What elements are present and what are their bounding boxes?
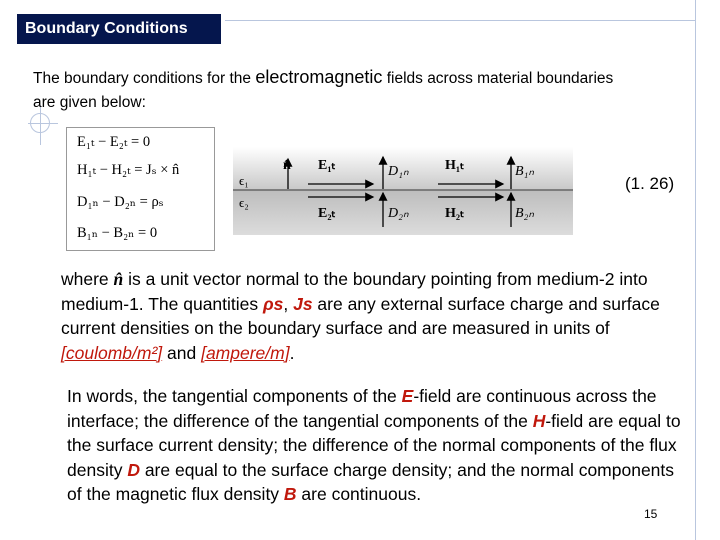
unit-ampere: [ampere/m] <box>201 342 290 363</box>
equation-1: E₁ₜ − E₂ₜ = 0 <box>77 134 151 150</box>
unit-coulomb: [coulomb/m²] <box>61 342 163 363</box>
e-field-symbol: E <box>401 386 414 406</box>
boundary-diagram <box>233 147 573 235</box>
p1-end: . <box>289 342 295 363</box>
h-field-symbol: H <box>532 410 546 431</box>
p1-comma: , <box>283 293 294 314</box>
p1-where: where <box>61 269 114 289</box>
p1-text2: are any external surface charge and surface current densities on the boundary surface and are measured in units of <box>61 293 660 338</box>
equation-2: H₁ₜ − H₂ₜ = Jₛ × n̂ <box>77 162 180 178</box>
d1-label: D₁ₙ <box>388 164 409 179</box>
slide-title: Boundary Conditions <box>17 14 221 44</box>
e1-label: E₁ₜ <box>318 158 336 173</box>
p2-text3: -field are equal to the surface current density; the difference of the normal components of the flux density <box>67 410 681 480</box>
intro-part1: The boundary conditions for the <box>33 70 256 87</box>
paragraph-definitions <box>61 267 701 365</box>
n-hat-label: n̂ <box>283 158 291 173</box>
d2-label: D₂ₙ <box>388 206 409 221</box>
p1-text1: is a unit vector normal to the boundary pointing from medium-2 into medium-1. The quantities <box>61 269 648 314</box>
equations-box <box>66 127 215 251</box>
b1-label: B₁ₙ <box>515 164 534 179</box>
equation-number: (1. 26) <box>625 174 675 193</box>
decorative-top-line <box>225 20 695 21</box>
eps2-label: ϵ₂ <box>239 195 249 210</box>
eps1-label: ϵ₁ <box>239 173 249 188</box>
p1-and: and <box>162 342 202 363</box>
e2-label: E₂ₜ <box>318 206 336 221</box>
equation-3: D₁ₙ − D₂ₙ = ρₛ <box>77 194 164 210</box>
paragraph-explanation <box>67 384 687 507</box>
b-field-symbol: B <box>283 484 297 505</box>
intro-part3: fields across material boundaries are given below: <box>33 70 614 111</box>
intro-text <box>33 65 633 115</box>
equation-4: B₁ₙ − B₂ₙ = 0 <box>77 225 158 241</box>
d-field-symbol: D <box>127 459 140 480</box>
b2-label: B₂ₙ <box>515 206 534 221</box>
p2-text5: are continuous. <box>296 484 422 505</box>
page-number: 15 <box>644 507 658 521</box>
intro-part2: electromagnetic <box>255 67 383 87</box>
p2-text2: -field are continuous across the interface; the difference of the tangential components of the <box>67 386 657 431</box>
h2-label: H₂ₜ <box>445 206 465 221</box>
n-hat-symbol: n̂ <box>113 269 124 289</box>
h1-label: H₁ₜ <box>445 158 465 173</box>
p2-text1: In words, the tangential components of the <box>67 386 402 406</box>
decorative-circle <box>30 113 50 133</box>
p2-text4: are equal to the surface charge density; and the normal components of the magnetic flux density <box>67 459 675 505</box>
js-symbol: Js <box>293 293 313 314</box>
rho-s-symbol: ρs <box>263 293 284 314</box>
